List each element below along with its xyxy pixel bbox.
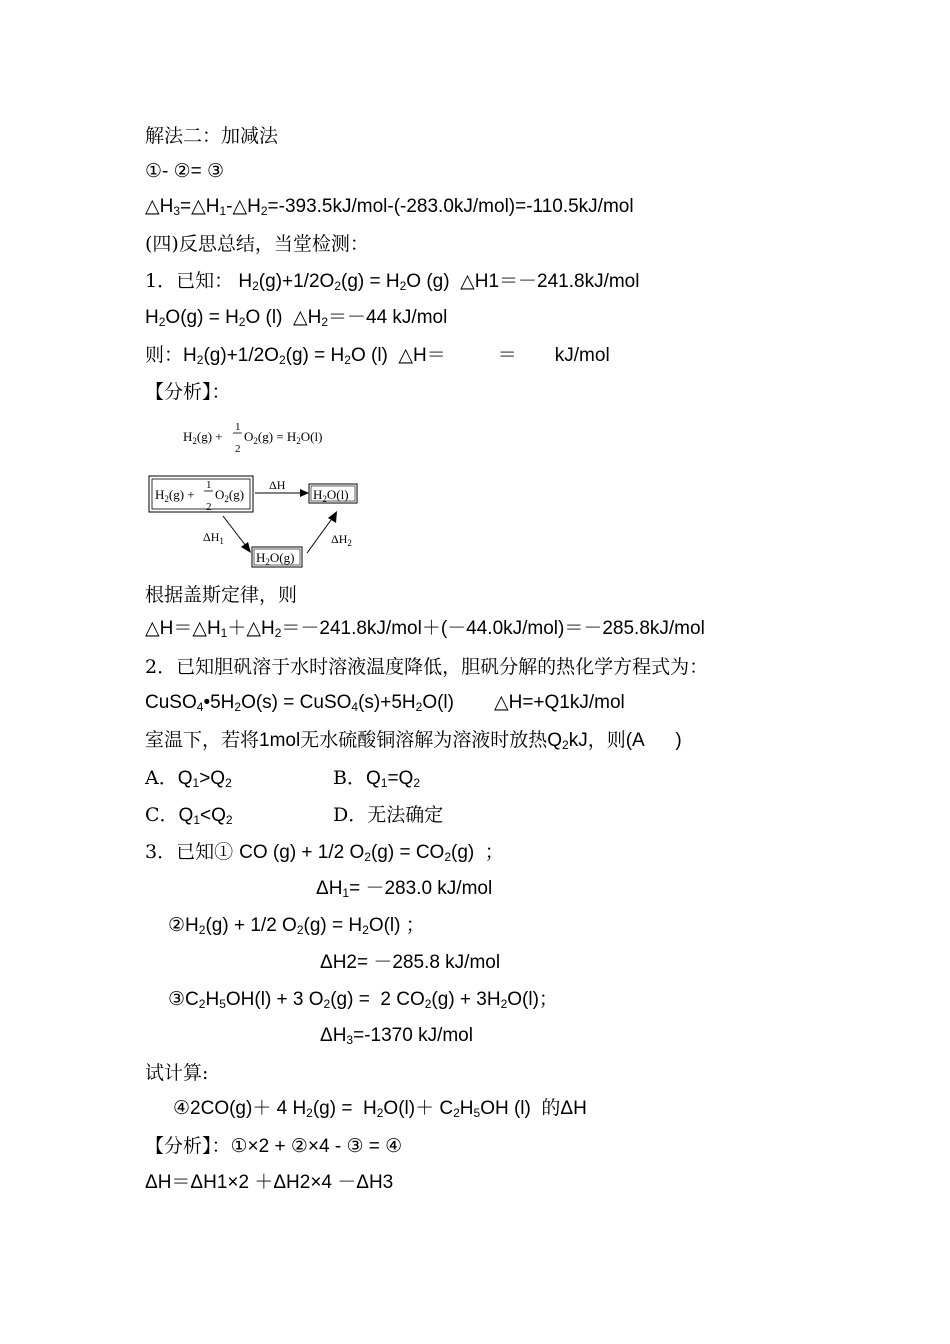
q2-option-b: B．$Q_1=Q_2$: [333, 767, 420, 790]
arrow-delta-h1: [203, 516, 251, 553]
section-four-heading: (四)反思总结，当堂检测：: [145, 233, 369, 255]
q3-calc-label: 试计算:: [145, 1062, 209, 1084]
method-two-equation: ①- ②= ③: [145, 161, 225, 182]
svg-text:O2(g): $O_2(g)$: [215, 487, 245, 504]
method-two-title: 解法二：加减法: [145, 125, 279, 147]
svg-text:ΔH: ΔH: [269, 478, 286, 492]
q1-question: 则：$H_2(g)+1/2O_2(g) = H_2O$ (l) △H＝ ＝ kJ/mol: [145, 344, 610, 367]
diagram-top-equation: [183, 421, 322, 455]
q3-delta-h3: $\Delta H_3=-1370$ kJ/mol: [320, 1025, 473, 1047]
q3-analysis: 【分析】：①×2 + ②×4 - ③ = ④: [145, 1135, 403, 1157]
arrow-delta-h2: [307, 511, 352, 553]
svg-text:H2O(l): $H_2O(l)$: [313, 487, 349, 504]
svg-text:O2(g) = H2O(l): $O_2(g) = H_2O(l)$: [244, 429, 323, 446]
q2-option-d: D．无法确定: [333, 804, 444, 826]
svg-text:H2O(g): $H_2O(g)$: [256, 550, 295, 567]
q3-delta-h2: ΔH2= －285.8 kJ/mol: [320, 952, 501, 973]
q1-analysis-label: 【分析】：: [145, 381, 231, 403]
q1-result: $\triangle H=\triangle H_1+\triangle H_2=-241.8kJ/mol+(-44.0kJ/mol)=-285.8kJ$/mol: [145, 618, 705, 640]
svg-text:H2(g) +: $H_2(g)$ +: [155, 487, 195, 504]
method-two-enthalpy: $\triangle H_3=\triangle H_1-\triangle H_2=-393.5kJ/mol-(-283.0kJ/mol)=-110.5kJ$/mol: [145, 196, 634, 218]
q2-stem: 2．已知胆矾溶于水时溶液温度降低，胆矾分解的热化学方程式为：: [145, 656, 709, 678]
box-liquid-water: [309, 484, 357, 504]
svg-text:2: 2: [206, 501, 212, 513]
box-gas-water: [252, 547, 302, 567]
q1-given-2: $H_2O(g) = H_2O$ (l) $\triangle H_2=-44$ kJ/mol: [145, 307, 448, 329]
svg-text:2: 2: [235, 443, 241, 455]
q1-hess-law: 根据盖斯定律，则: [145, 584, 298, 606]
svg-text:H2(g) +: $H_2(g)$ +: [183, 429, 223, 446]
svg-text:ΔH1: $\Delta H_1$: [203, 530, 224, 546]
q3-delta-h1: $\Delta H_1= -283.0$ kJ/mol: [316, 878, 493, 900]
q3-equation-3: $③C_2H_5OH(l) + 3$ $O_2(g) = 2$ $CO_2(g) + 3H_2O(l)$；: [168, 989, 558, 1011]
q3-equation-4: ④2CO(g)＋ 4 $H_2(g) = H_2O(l)+ C_2H_5OH$ (l) 的ΔH: [173, 1098, 587, 1120]
svg-text:1: 1: [235, 421, 241, 433]
q1-given-1: 1．已知： $H_2(g)+1/2O_2(g) = H_2O$ (g) △H1＝－241.8kJ/mol: [145, 270, 640, 293]
q3-final: ΔH＝ΔH1×2 ＋ΔH2×4 －ΔH3: [145, 1172, 394, 1193]
svg-text:ΔH2: $\Delta H_2$: [331, 532, 352, 548]
box-reactants: [149, 476, 253, 513]
q2-option-a: A．$Q_1>Q_2$: [145, 767, 232, 790]
q3-equation-1: 3．已知① CO (g) + 1/2 $O_2(g) = CO_2(g)$ ；: [145, 841, 504, 864]
q2-equation: $CuSO_4•5H_2O(s)$ = $CuSO_4(s)+5H_2O(l)$ △H=+Q1kJ/mol: [145, 692, 625, 714]
q3-equation-2: $②H_2(g) + 1/2$ $O_2(g) = H_2O(l)$ ；: [168, 915, 425, 937]
arrow-delta-h: [255, 478, 309, 497]
q2-option-c: C．$Q_1<Q_2$: [145, 804, 233, 827]
q2-condition: 室温下，若将1mol无水硫酸铜溶解为溶液时放热$Q_2kJ$，则(A ): [145, 729, 682, 752]
hess-cycle-diagram: [145, 413, 375, 573]
svg-text:1: 1: [206, 479, 212, 491]
